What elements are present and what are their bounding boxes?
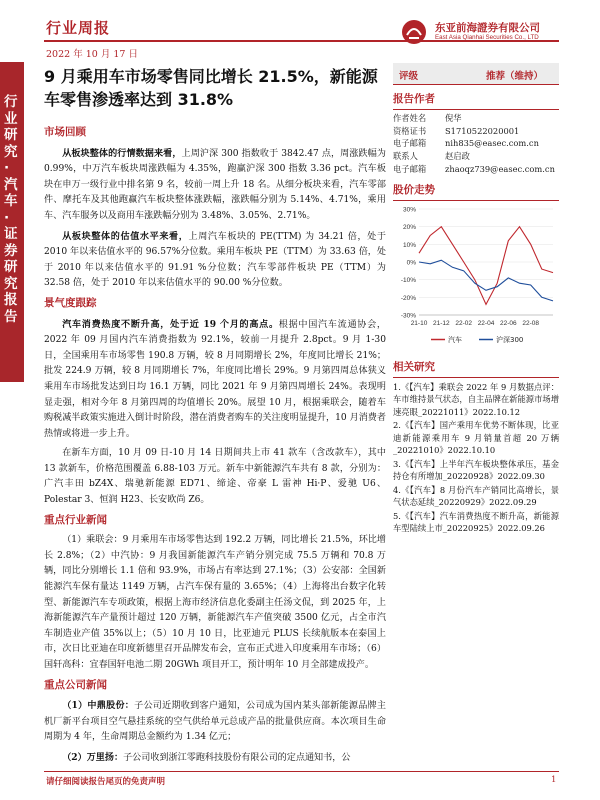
side-band-text: 行业研究·汽车·证券研究报告 xyxy=(4,94,18,325)
main-column xyxy=(44,122,386,771)
analyst-row xyxy=(393,163,559,176)
rating-value: 推荐（维持） xyxy=(485,71,543,82)
market-review-p1-lead: 从板块整体的行情数据来看， xyxy=(62,147,182,159)
market-review-p2-text: 上周汽车板块的 PE(TTM) 为 34.21 倍，处于 2010 年以来估值水平的 96.57%分位数。乘用车板块 PE（TTM）为 33.63 倍，处于 2010 年以来估值水平的 91.91 %分位数；汽车零部件板块 PE（TTM）为 32.58 倍，处于 2010 年以来估值水平的 90.00 %分位数。 xyxy=(44,231,386,289)
y-tick-label: 0% xyxy=(406,259,416,267)
analyst-key: 资格证书 xyxy=(393,125,427,136)
company-news-item-1-lead: （1）中鼎股份： xyxy=(62,700,135,712)
report-type: 行业周报 xyxy=(46,19,111,37)
related-item[interactable]: 5.《【汽车】汽车消费热度不断升高，新能源车型陆续上市_20220925》2022.09.26 xyxy=(393,510,559,534)
logo-name-en: East Asia Qianhai Securities Co., LTD xyxy=(435,34,539,41)
market-review-heading: 市场回顾 xyxy=(44,126,86,138)
legend-label-auto: 汽车 xyxy=(448,335,462,344)
company-logo xyxy=(401,19,569,47)
sentiment-p1-text: 根据中国汽车流通协会，2022 年 09 月国内汽车消费指数为 92.1%，较前一月提升 2.8pct。9 月 1-30 日，全国乘用车市场零售 190.8 万辆，较 8 月同期增长 2%，年度同比增长 21%；批发 224.9 万辆，较 8 月同期增长 7%，年度同比增长 29%。9 月第四周总体狭义乘用车市场批发达到日均 16.1 万辆，同比 2021 年 9 月第四周增长 24%。表现明显走强，相对今年 8 月第四周的均值增长 20%。展望 10 月，根据乘联会，随着车购税减半政策实施进入倒计时阶段，潜在消费者购车的关注度明显提升，10 月消费者热情或将进一步上升。 xyxy=(44,319,386,439)
analyst-email[interactable]: zhaoqz739@easec.com.cn xyxy=(445,163,555,174)
page-number: 1 xyxy=(551,775,557,785)
market-review-p2 xyxy=(44,229,386,292)
related-item[interactable]: 4.《【汽车】8 月份汽车产销同比高增长，景气状态延续_20220929》2022.09.29 xyxy=(393,484,559,508)
analyst-key: 联系人 xyxy=(393,151,418,162)
rating-label: 评级 xyxy=(399,71,419,82)
industry-news-heading: 重点行业新闻 xyxy=(44,513,107,526)
y-tick-label: 20% xyxy=(402,223,416,231)
x-tick-label: 22-02 xyxy=(455,319,472,327)
analyst-key: 作者姓名 xyxy=(393,113,427,123)
related-item[interactable]: 2.《【汽车】国产乘用车优势不断体现，比亚迪新能源乘用车 9 月销量首超 20 万辆_20221010》2022.10.10 xyxy=(393,420,559,456)
related-item[interactable]: 3.《【汽车】上半年汽车板块整体承压，基金持仓有所增加_20220928》2022.09.30 xyxy=(393,458,559,482)
x-tick-label: 22-08 xyxy=(522,319,539,327)
company-news-item-2-lead: （2）万里扬： xyxy=(62,751,124,763)
stock-chart xyxy=(393,203,559,353)
analyst-value: 倪华 xyxy=(445,113,462,123)
company-news-item-1-text: 子公司近期收到客户通知，公司成为国内某头部新能源品牌主机厂新平台项目空气悬挂系统的空气供给单元总成产品的批量供应商。本次项目生命周期为 4 年，生命周期总金额约为 1.34 亿元； xyxy=(44,701,386,743)
company-news-item-2 xyxy=(44,750,386,767)
market-review-p1-text: 上周沪深 300 指数收于 3842.47 点，周涨跌幅为 0.99%，中万汽车板块周涨跌幅为 4.35%，跑赢沪深 300 指数 3.36 pct。汽车板块在申万一级行业中排名第 9 名，较前一周上升 18 名。从细分板块来看，汽车零部件、摩托车及其他跑赢汽车板块整体涨跌幅，涨跌幅分别为 5.14%、4.71%，乘用车、汽车服务以及商用车涨跌幅分别为 3.48%、3.05%、2.71%。 xyxy=(44,148,386,221)
logo-mark-icon xyxy=(401,19,427,45)
sentiment-p1 xyxy=(44,317,386,443)
logo-name-cn: 东亚前海證券有限公司 xyxy=(435,22,540,34)
stock-chart-svg xyxy=(393,203,559,353)
company-news-item-1 xyxy=(44,698,386,746)
analyst-row xyxy=(393,150,559,163)
related-heading: 相关研究 xyxy=(393,359,559,378)
stock-chart-heading: 股价走势 xyxy=(393,182,559,201)
y-tick-label: -10% xyxy=(400,276,416,284)
sentiment-heading: 景气度跟踪 xyxy=(44,296,97,309)
sentiment-p1-lead: 汽车消费热度不断升高，处于近 19 个月的高点。 xyxy=(62,318,279,330)
footer-divider xyxy=(44,771,559,772)
y-tick-label: -30% xyxy=(400,312,416,320)
analyst-info xyxy=(393,112,559,176)
analyst-value: 赵启政 xyxy=(445,151,470,162)
analyst-value: S1710522020001 xyxy=(445,125,520,136)
x-tick-label: 21-12 xyxy=(433,319,450,327)
market-review-p1 xyxy=(44,146,386,225)
series-line-hs300 xyxy=(419,260,553,301)
x-tick-label: 22-04 xyxy=(477,319,495,327)
analyst-row xyxy=(393,125,559,138)
company-news-item-2-text: 子公司收到浙江零跑科技股份有限公司的定点通知书，公 xyxy=(123,752,351,763)
y-tick-label: -20% xyxy=(400,294,416,302)
y-tick-label: 10% xyxy=(402,241,416,249)
market-review-p2-lead: 从板块整体的估值水平来看， xyxy=(62,230,189,242)
footer-disclaimer: 请仔细阅读报告尾页的免责声明 xyxy=(46,777,166,787)
rating-box xyxy=(393,63,559,85)
x-tick-label: 22-06 xyxy=(500,319,517,327)
analyst-row xyxy=(393,137,559,150)
analyst-heading: 报告作者 xyxy=(393,91,559,110)
analyst-key: 电子邮箱 xyxy=(393,163,427,174)
page-title: 9 月乘用车市场零售同比增长 21.5%，新能源车零售渗透率达到 31.8% xyxy=(44,67,378,109)
analyst-email[interactable]: nih835@easec.com.cn xyxy=(445,138,539,149)
series-line-auto xyxy=(419,226,553,304)
sentiment-p2: 在新车方面，10 月 09 日-10 月 14 日期间共上市 41 款车（含改款车），其中 13 款新车，价格范围覆盖 6.88-103 万元。新车中新能源汽车共有 8 款，分别为：广汽丰田 bZ4X、瑞驰新能源 ED71、缔途、帝豪 L 雷神 Hi·P、爱驰 U6、Polestar 3、恒润 H23、长安欧尚 Z6。 xyxy=(44,448,386,506)
industry-news-body: （1）乘联会：9 月乘用车市场零售达到 192.2 万辆，同比增长 21.5%，环比增长 2.8%；（2）中汽协：9 月我国新能源汽车产销分别完成 75.5 万辆和 70.8 万辆，同比分别增长 1.1 倍和 93.9%，市场占有率达到 27.1%；（3）公安部：全国新能源汽车保有量达 1149 万辆，占汽车保有量的 3.65%；（4）上海将出台数字化转型、新能源汽车专项政策，根据上海市经济信息化委副主任汤文侃，到 2025 年，上海新能源汽车产量预计超过 120 万辆，新能源汽车产值突破 3500 亿元，占全市汽车制造业产值 35%以上；（5）10 月 10 日，比亚迪元 PLUS 长续航版本在泰国上市，次日比亚迪在印度新德里召开品牌发布会，宣布正式进入印度乘用车市场；（6）国轩高科：宜春国轩电池二期 20GWh 项目开工，预计明年 10 月全部建成投产。 xyxy=(44,535,386,670)
related-item[interactable]: 1.《【汽车】乘联会 2022 年 9 月数据点评：车市维持景气状态，自主品牌在新能源市场增速亮眼_20221011》2022.10.12 xyxy=(393,381,559,417)
related-list xyxy=(393,381,559,535)
analyst-row xyxy=(393,112,559,125)
company-news-heading: 重点公司新闻 xyxy=(44,678,107,691)
report-date: 2022 年 10 月 17 日 xyxy=(46,49,138,60)
y-tick-label: 30% xyxy=(402,206,416,214)
side-column xyxy=(393,63,559,536)
analyst-key: 电子邮箱 xyxy=(393,138,427,149)
legend-label-hs300: 沪深300 xyxy=(496,335,524,344)
x-tick-label: 21-10 xyxy=(410,319,428,327)
